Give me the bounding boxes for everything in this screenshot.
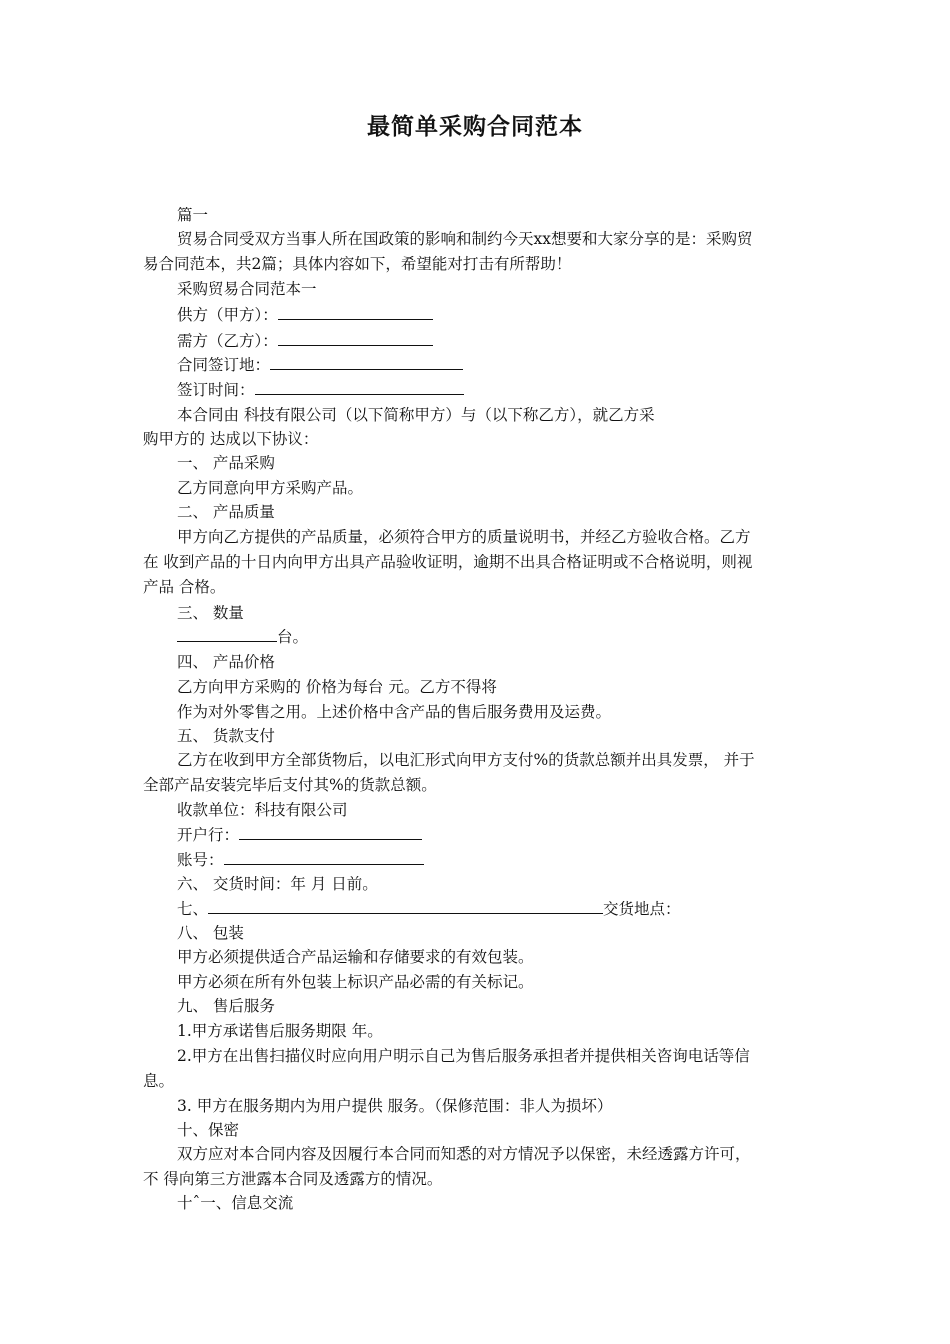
clause-heading: 六、 交货时间：年 月 日前。	[177, 875, 378, 893]
paragraph-line: 2.甲方在出售扫描仪时应向用户明示自己为售后服务承担者并提供相关咨询电话等信	[177, 1047, 750, 1065]
signing-time-field	[177, 380, 857, 400]
paragraph-line: 不 得向第三方泄露本合同及透露方的情况。	[143, 1170, 443, 1188]
quantity-field	[177, 627, 857, 647]
paragraph-line: 乙方向甲方采购的 价格为每台 元。乙方不得将	[177, 678, 497, 696]
paragraph-line: 双方应对本合同内容及因履行本合同而知悉的对方情况予以保密，未经透露方许可，	[177, 1145, 751, 1163]
paragraph-line: 本合同由 科技有限公司（以下简称甲方）与（以下称乙方），就乙方采	[177, 406, 655, 424]
clause-heading: 十、保密	[177, 1121, 240, 1139]
document-title: 最简单采购合同范本	[367, 113, 583, 140]
paragraph-line: 在 收到产品的十日内向甲方出具产品验收证明，逾期不出具合格证明或不合格说明，则视	[143, 553, 753, 571]
clause-heading: 四、 产品价格	[177, 653, 275, 671]
field-label: 台。	[277, 628, 309, 646]
paragraph-line: 甲方必须在所有外包装上标识产品必需的有关标记。	[177, 973, 534, 991]
paragraph-line: 收款单位：科技有限公司	[177, 801, 348, 819]
clause-heading: 九、 售后服务	[177, 997, 275, 1015]
paragraph-line: 甲方必须提供适合产品运输和存储要求的有效包装。	[177, 948, 534, 966]
fill-blank	[278, 305, 433, 320]
fill-blank	[239, 825, 422, 840]
field-label: 账号：	[177, 851, 224, 869]
paragraph-line: 1.甲方承诺售后服务期限 年。	[177, 1022, 383, 1040]
clause-heading: 三、 数量	[177, 604, 244, 622]
field-label: 签订时间：	[177, 381, 255, 399]
field-label: 合同签订地：	[177, 356, 271, 374]
signing-place-field	[177, 355, 857, 375]
supplier-field	[177, 305, 857, 325]
fill-blank	[177, 627, 277, 642]
paragraph-line: 采购贸易合同范本一	[177, 280, 317, 298]
delivery-place-field	[177, 899, 857, 919]
paragraph-line: 易合同范本，共2篇；具体内容如下，希望能对打击有所帮助！	[143, 255, 572, 273]
paragraph-line: 全部产品安装完毕后支付其%的货款总额。	[143, 776, 437, 794]
fill-blank	[278, 331, 433, 346]
paragraph-line: 购甲方的 达成以下协议：	[143, 430, 319, 448]
paragraph-line: 产品 合格。	[143, 578, 226, 596]
field-label: 七、	[177, 900, 209, 918]
clause-heading: 一、 产品采购	[177, 454, 275, 472]
paragraph-line: 3. 甲方在服务期内为用户提供 服务。（保修范围：非人为损坏）	[177, 1097, 613, 1115]
paragraph-line: 作为对外零售之用。上述价格中含产品的售后服务费用及运费。	[177, 703, 612, 721]
section-label: 篇一	[177, 206, 209, 224]
paragraph-line: 甲方向乙方提供的产品质量，必须符合甲方的质量说明书，并经乙方验收合格。乙方	[177, 528, 751, 546]
paragraph-line: 乙方同意向甲方采购产品。	[177, 479, 364, 497]
paragraph-line: 息。	[143, 1072, 175, 1090]
field-label: 开户行：	[177, 826, 240, 844]
account-field	[177, 850, 857, 870]
field-label: 供方（甲方）：	[177, 306, 278, 324]
clause-heading: 二、 产品质量	[177, 503, 275, 521]
fill-blank	[270, 355, 463, 370]
paragraph-line: 贸易合同受双方当事人所在国政策的影响和制约今天xx想要和大家分享的是：采购贸	[177, 230, 753, 248]
buyer-field	[177, 331, 857, 351]
fill-blank	[208, 899, 603, 914]
paragraph-line: 乙方在收到甲方全部货物后，以电汇形式向甲方支付%的货款总额并出具发票， 并于	[177, 751, 755, 769]
fill-blank	[224, 850, 424, 865]
field-label: 需方（乙方）：	[177, 332, 278, 350]
field-label: 交货地点：	[603, 900, 681, 918]
clause-heading: 五、 货款支付	[177, 727, 275, 745]
bank-field	[177, 825, 857, 845]
clause-heading: 八、 包装	[177, 924, 244, 942]
clause-heading: 十ˆ一、信息交流	[177, 1194, 294, 1212]
fill-blank	[255, 380, 464, 395]
